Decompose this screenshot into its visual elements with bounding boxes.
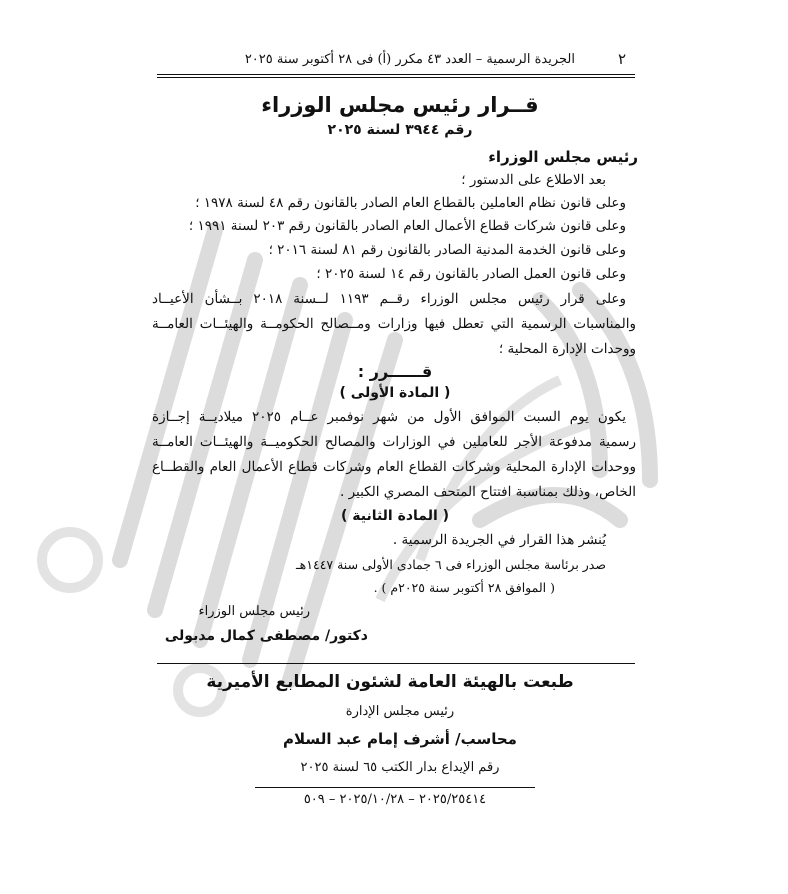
preamble-line: وعلى قانون شركات قطاع الأعمال العام الصادر بالقانون رقم ٢٠٣ لسنة ١٩٩١ ؛ (188, 218, 626, 234)
issued-date-hijri: صدر برئاسة مجلس الوزراء فى ٦ جمادى الأولى سنة ١٤٤٧هـ (296, 557, 606, 572)
article-2-line: يُنشر هذا القرار في الجريدة الرسمية . (392, 532, 606, 548)
preamble-line: بعد الاطلاع على الدستور ؛ (461, 172, 606, 188)
preamble-last-line: ووحدات الإدارة المحلية ؛ (498, 341, 636, 357)
preamble-line: وعلى قانون نظام العاملين بالقطاع العام الصادر بالقانون رقم ٤٨ لسنة ١٩٧٨ ؛ (195, 195, 626, 211)
article-1-heading: ( المادة الأولى ) (339, 385, 451, 401)
article-2-heading: ( المادة الثانية ) (340, 508, 450, 524)
preamble-last-line: والمناسبات الرسمية التي تعطل فيها وزارات ومــصالح الحكومــة والهيئــات العامــة (152, 316, 636, 332)
article-1-line: الخاص، وذلك بمناسبة افتتاح المتحف المصري الكبير . (339, 484, 636, 500)
decision-issuer: رئيس مجلس الوزراء (488, 148, 638, 166)
preamble-last-line: وعلى قرار رئيس مجلس الوزراء رقــم ١١٩٣ لــسنة ٢٠١٨ بــشأن الأعيــاد (152, 291, 627, 307)
decision-number: رقم ٣٩٤٤ لسنة ٢٠٢٥ (327, 122, 473, 138)
qarrar-heading: قــــــرر : (357, 362, 433, 381)
header-divider (157, 74, 635, 75)
decision-title: قــرار رئيس مجلس الوزراء (261, 93, 539, 117)
printer-line: طبعت بالهيئة العامة لشئون المطابع الأميرية (206, 672, 574, 692)
board-chairman-title: رئيس مجلس الإدارة (345, 704, 455, 719)
preamble-line: وعلى قانون الخدمة المدنية الصادر بالقانون رقم ٨١ لسنة ٢٠١٦ ؛ (268, 242, 626, 258)
article-1-line: رسمية مدفوعة الأجر للعاملين في الوزارات والمصالح الحكوميــة والهيئــات العامــة (152, 434, 636, 450)
page-number: ٢ (618, 50, 627, 68)
issued-date-gregorian: ( الموافق ٢٨ أكتوبر سنة ٢٠٢٥م ) . (373, 580, 555, 595)
print-serial: ٢٠٢٥/٢٥٤١٤ – ٢٠٢٥/١٠/٢٨ – ٥٠٩ (303, 792, 487, 807)
footer-divider (157, 663, 635, 664)
signature-title: رئيس مجلس الوزراء (198, 604, 310, 619)
deposit-number: رقم الإيداع بدار الكتب ٦٥ لسنة ٢٠٢٥ (300, 760, 500, 775)
article-1-line: ووحدات الإدارة المحلية وشركات القطاع العام وشركات قطاع الأعمال العام والقطــاع (152, 459, 636, 475)
deposit-divider (255, 787, 535, 788)
signature-name: دكتور/ مصطفى كمال مدبولى (164, 628, 368, 644)
gazette-header-title: الجريدة الرسمية – العدد ٤٣ مكرر (أ) فى ٢٨ أكتوبر سنة ٢٠٢٥ (244, 52, 575, 67)
header-divider-thin (157, 77, 635, 78)
board-chairman-name: محاسب/ أشرف إمام عبد السلام (283, 730, 517, 748)
article-1-line: يكون يوم السبت الموافق الأول من شهر نوفمبر عــام ٢٠٢٥ ميلاديــة إجــازة (152, 409, 627, 425)
preamble-line: وعلى قانون العمل الصادر بالقانون رقم ١٤ لسنة ٢٠٢٥ ؛ (316, 266, 626, 282)
